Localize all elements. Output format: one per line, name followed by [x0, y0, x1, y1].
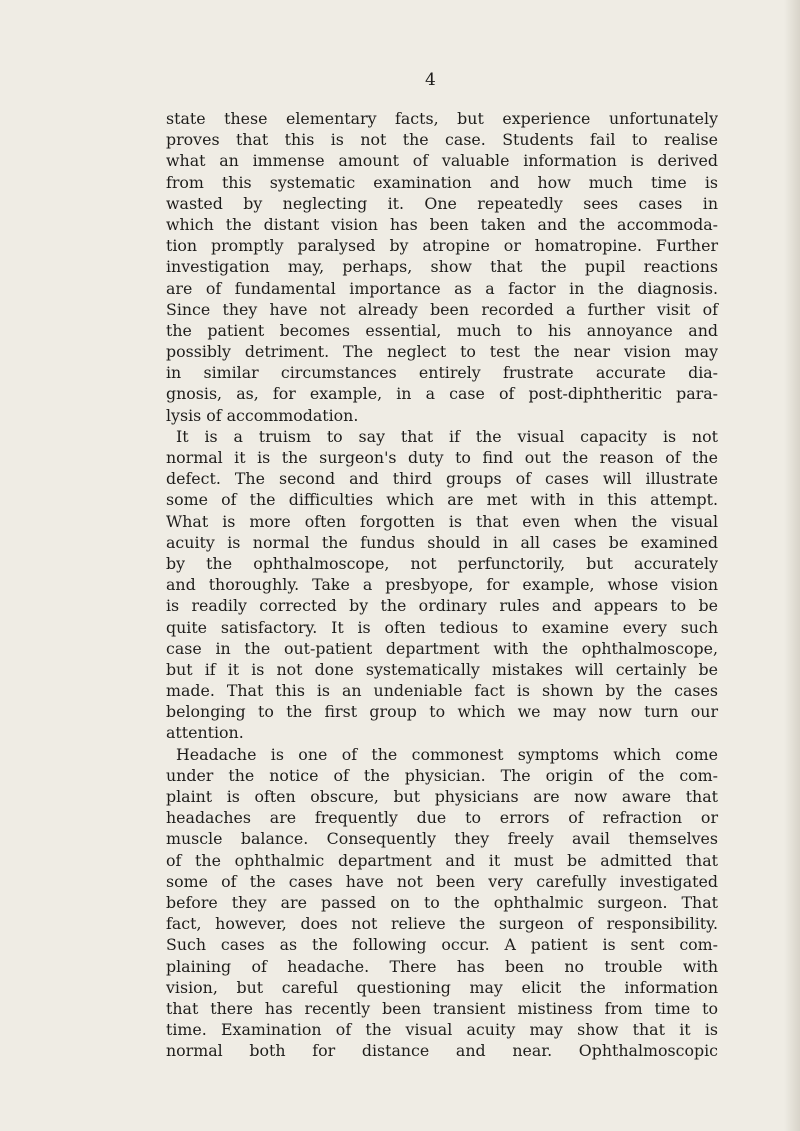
text-line: normal both for distance and near. Ophthalmoscopic	[166, 1041, 718, 1061]
text-line: before they are passed on to the ophthalmic surgeon. That	[166, 892, 718, 912]
text-line: Headache is one of the commonest symptoms which come	[176, 744, 718, 764]
body-text	[166, 108, 718, 1061]
text-line: tion promptly paralysed by atropine or homatropine. Further	[166, 236, 718, 256]
text-line: fact, however, does not relieve the surgeon of responsibility.	[166, 914, 718, 934]
text-line: is readily corrected by the ordinary rules and appears to be	[166, 596, 718, 616]
text-line: acuity is normal the fundus should in all cases be examined	[166, 532, 718, 552]
text-line: defect. The second and third groups of cases will illustrate	[166, 469, 718, 489]
text-line: What is more often forgotten is that even when the visual	[166, 511, 718, 531]
text-line: Such cases as the following occur. A patient is sent com-	[166, 935, 718, 955]
text-line: state these elementary facts, but experience unfortunately	[166, 109, 718, 128]
text-line: which the distant vision has been taken and the accommoda-	[166, 214, 718, 234]
text-line: headaches are frequently due to errors of refraction or	[166, 808, 718, 828]
text-line: normal it is the surgeon's duty to find out the reason of the	[166, 448, 718, 467]
text-line: gnosis, as, for example, in a case of post-diphtheritic para-	[166, 384, 718, 404]
text-line: muscle balance. Consequently they freely avail themselves	[166, 829, 718, 849]
text-line: made. That this is an undeniable fact is shown by the cases	[166, 681, 718, 701]
text-line: time. Examination of the visual acuity may show that it is	[166, 1020, 718, 1040]
text-line: case in the out-patient department with the ophthalmoscope,	[166, 638, 718, 658]
text-line: and thoroughly. Take a presbyope, for example, whose vision	[166, 575, 718, 595]
page-edge-shadow	[784, 0, 800, 1131]
text-line: plaining of headache. There has been no trouble with	[166, 956, 718, 976]
text-line: vision, but careful questioning may elicit the information	[166, 977, 718, 997]
text-line: investigation may, perhaps, show that the pupil reactions	[166, 257, 718, 277]
text-line: wasted by neglecting it. One repeatedly sees cases in	[166, 193, 718, 213]
text-line: belonging to the first group to which we may now turn our	[166, 702, 718, 722]
text-line: some of the difficulties which are met with in this attempt.	[166, 490, 718, 510]
text-line: under the notice of the physician. The origin of the com-	[166, 765, 718, 785]
text-line: that there has recently been transient mistiness from time to	[166, 998, 718, 1018]
page-number: 4	[425, 70, 436, 90]
text-line: but if it is not done systematically mistakes will certainly be	[166, 659, 718, 679]
text-line: the patient becomes essential, much to his annoyance and	[166, 320, 718, 340]
text-line: plaint is often obscure, but physicians are now aware that	[166, 787, 718, 806]
text-line: proves that this is not the case. Students fail to realise	[166, 130, 718, 150]
text-line: Since they have not already been recorded a further visit of	[166, 299, 718, 319]
text-line: some of the cases have not been very carefully investigated	[166, 871, 718, 891]
text-line: lysis of accommodation.	[166, 405, 359, 425]
text-line: It is a truism to say that if the visual capacity is not	[176, 426, 718, 446]
text-line: quite satisfactory. It is often tedious to examine every such	[166, 617, 718, 637]
text-line: possibly detriment. The neglect to test the near vision may	[166, 342, 718, 362]
text-line: are of fundamental importance as a factor in the diagnosis.	[166, 278, 718, 298]
text-line: from this systematic examination and how much time is	[166, 172, 718, 192]
text-line: of the ophthalmic department and it must be admitted that	[166, 850, 718, 870]
text-line: in similar circumstances entirely frustrate accurate dia-	[166, 363, 718, 383]
text-line: attention.	[166, 723, 244, 743]
text-line: what an immense amount of valuable information is derived	[166, 151, 718, 171]
text-line: by the ophthalmoscope, not perfunctorily, but accurately	[166, 553, 718, 573]
